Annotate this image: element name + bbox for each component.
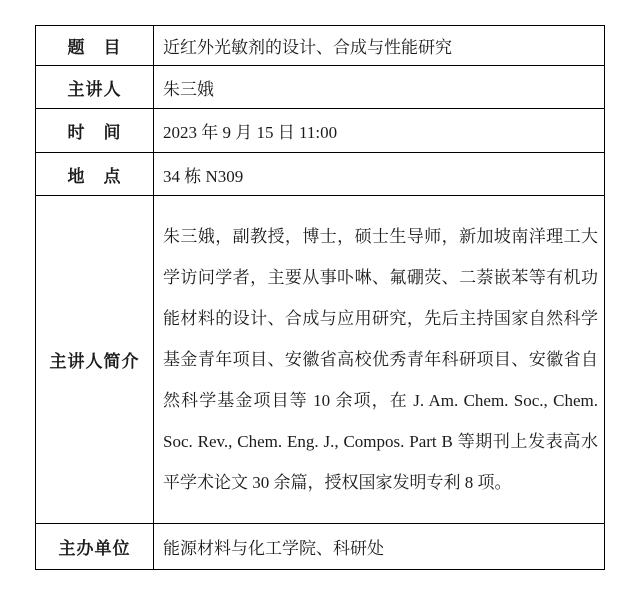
venue-value: 34 栋 N309 (154, 153, 605, 196)
table-row-speaker-bio (36, 196, 605, 524)
table-row-venue (36, 153, 605, 196)
organizer-value: 能源材料与化工学院、科研处 (154, 524, 605, 570)
topic-label: 题 目 (36, 26, 154, 66)
time-value: 2023 年 9 月 15 日 11:00 (154, 109, 605, 153)
table-row-time (36, 109, 605, 153)
speaker-bio-label: 主讲人简介 (36, 196, 154, 524)
table-row-speaker (36, 66, 605, 109)
seminar-notice-table (35, 25, 605, 570)
time-label: 时 间 (36, 109, 154, 153)
speaker-value: 朱三娥 (154, 66, 605, 109)
table-row-organizer (36, 524, 605, 570)
speaker-bio-value: 朱三娥，副教授，博士，硕士生导师，新加坡南洋理工大学访问学者，主要从事卟啉、氟硼荧、二萘嵌苯等有机功能材料的设计、合成与应用研究，先后主持国家自然科学基金青年项目、安徽省高校优秀青年科研项目、安徽省自然科学基金项目等 10 余项，在 J. Am. Chem. Soc., Chem. Soc. Rev., Chem. Eng. J., Compos. Part B 等期刊上发表高水平学术论文 30 余篇，授权国家发明专利 8 项。 (154, 196, 605, 524)
organizer-label: 主办单位 (36, 524, 154, 570)
venue-label: 地 点 (36, 153, 154, 196)
table-row-topic (36, 26, 605, 66)
topic-value: 近红外光敏剂的设计、合成与性能研究 (154, 26, 605, 66)
speaker-label: 主讲人 (36, 66, 154, 109)
